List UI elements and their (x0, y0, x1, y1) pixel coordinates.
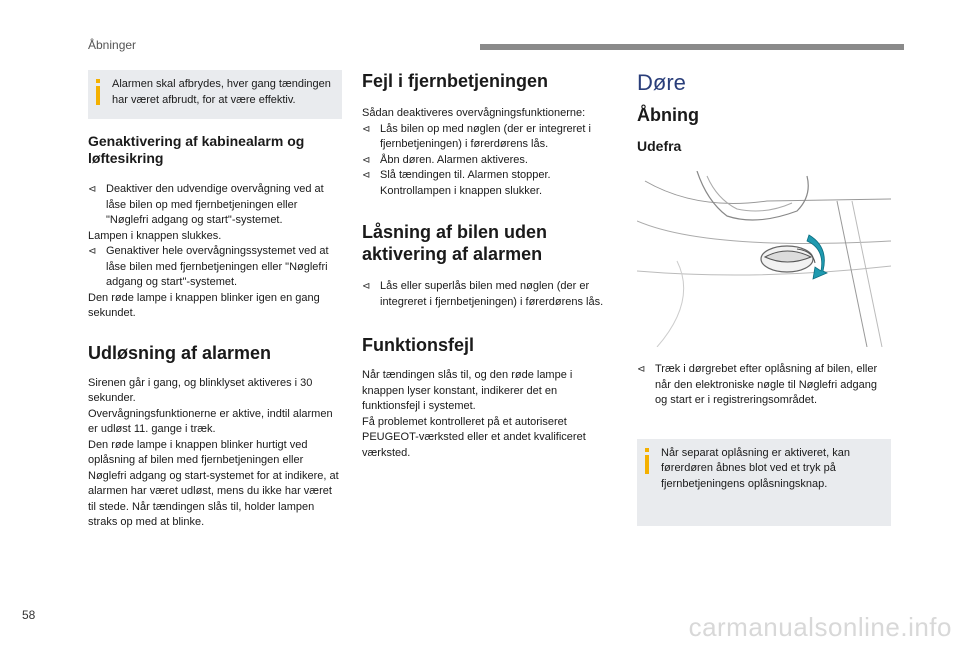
malfunction-text: Når tændingen slås til, og den røde lampe i knappen lyser konstant, indikerer det en funktionsfejl i systemet. Få problemet kontrolleret på et autoriseret PEUGEOT-værksted eller et andet kvalificeret værksted. (362, 369, 586, 459)
list-item: ⊲ Genaktiver hele overvågningssystemet ved at låse bilen med fjernbetjeningen eller "Nøglefri adgang og start"-systemet. (88, 245, 329, 288)
remote-fault-steps (362, 122, 616, 200)
opening-steps (637, 362, 891, 409)
separate-unlock-note-text: Når separat oplåsning er aktiveret, kan førerdøren åbnes blot ved et tryk på fjernbetjeningens oplåsningsknap. (661, 446, 850, 490)
column-middle (362, 70, 616, 461)
info-note (88, 70, 342, 119)
section-label: Åbninger (88, 38, 137, 52)
triggering-title: Udløsning af alarmen (88, 342, 272, 363)
info-icon (645, 448, 649, 474)
triggering-text: Sirenen går i gang, og blinklyset aktiveres i 30 sekunder. Overvågningsfunktionerne er aktive, indtil alarmen er udløst 11. gange i træk. Den røde lampe i knappen blinker hurtigt ved oplåsning af bilen med fjernbetjeningen eller Nøglefri adgang og start-systemet for at indikere, at alarmen har været udløst, mens du ikke har været til stede. Når tændingen slås til, holder lampen straks op med at blinke. (88, 376, 339, 528)
opening-title: Åbning (637, 105, 699, 125)
list-item: ⊲ Lås eller superlås bilen med nøglen (der er integreret i fjernbetjeningen) i førerdørens lås. (362, 280, 604, 308)
list-item: ⊲ Åbn døren. Alarmen aktiveres. (362, 153, 616, 169)
watermark: carmanualsonline.info (688, 612, 952, 642)
remote-fault-title: Fejl i fjernbetjeningen (362, 71, 549, 91)
door-handle-illustration (637, 171, 891, 347)
info-icon (96, 79, 100, 105)
page-number: 58 (22, 608, 36, 622)
arrow-icon: ⊲ (88, 184, 97, 195)
locking-steps (362, 279, 616, 310)
arrow-icon: ⊲ (637, 364, 646, 375)
paragraph: Lampen i knappen slukkes. (88, 229, 222, 242)
list-item: ⊲ Deaktiver den udvendige overvågning ved at låse bilen op med fjernbetjeningen eller "Nøglefri adgang og start"-systemet. (88, 183, 324, 226)
separate-unlock-note (637, 439, 891, 527)
doors-title: Døre (637, 70, 686, 95)
info-note-text: Alarmen skal afbrydes, hver gang tændingen har været afbrudt, for at være effektiv. (112, 78, 331, 106)
column-left (88, 70, 342, 531)
list-item: ⊲ Lås bilen op med nøglen (der er integreret i fjernbetjeningen) i førerdørens lås. (362, 122, 591, 150)
arrow-icon: ⊲ (362, 154, 371, 166)
paragraph: Den røde lampe i knappen blinker igen en gang sekundet. (88, 291, 320, 319)
malfunction-title: Funktionsfejl (362, 335, 474, 355)
deactivation-steps (88, 182, 342, 229)
outside-title: Udefra (637, 138, 682, 154)
arrow-icon: ⊲ (88, 246, 97, 257)
arrow-icon: ⊲ (362, 170, 371, 181)
list-item: ⊲ Slå tændingen til. Alarmen stopper. Kontrollampen i knappen slukker. (362, 169, 551, 197)
list-item: ⊲ Træk i dørgrebet efter oplåsning af bilen, eller når den elektroniske nøgle til Nøglefri adgang og start er i registreringsområdet. (637, 363, 878, 406)
arrow-icon: ⊲ (362, 123, 371, 135)
deactivation-title: Genaktivering af kabinealarm og løftesikring (88, 133, 305, 166)
locking-title: Låsning af bilen uden aktivering af alarmen (362, 222, 548, 264)
arrow-icon: ⊲ (362, 281, 371, 292)
header-bar (480, 44, 904, 50)
column-right (637, 70, 891, 526)
reactivation-steps (88, 244, 342, 291)
remote-fault-intro: Sådan deaktiveres overvågningsfunktionerne: (362, 107, 586, 119)
